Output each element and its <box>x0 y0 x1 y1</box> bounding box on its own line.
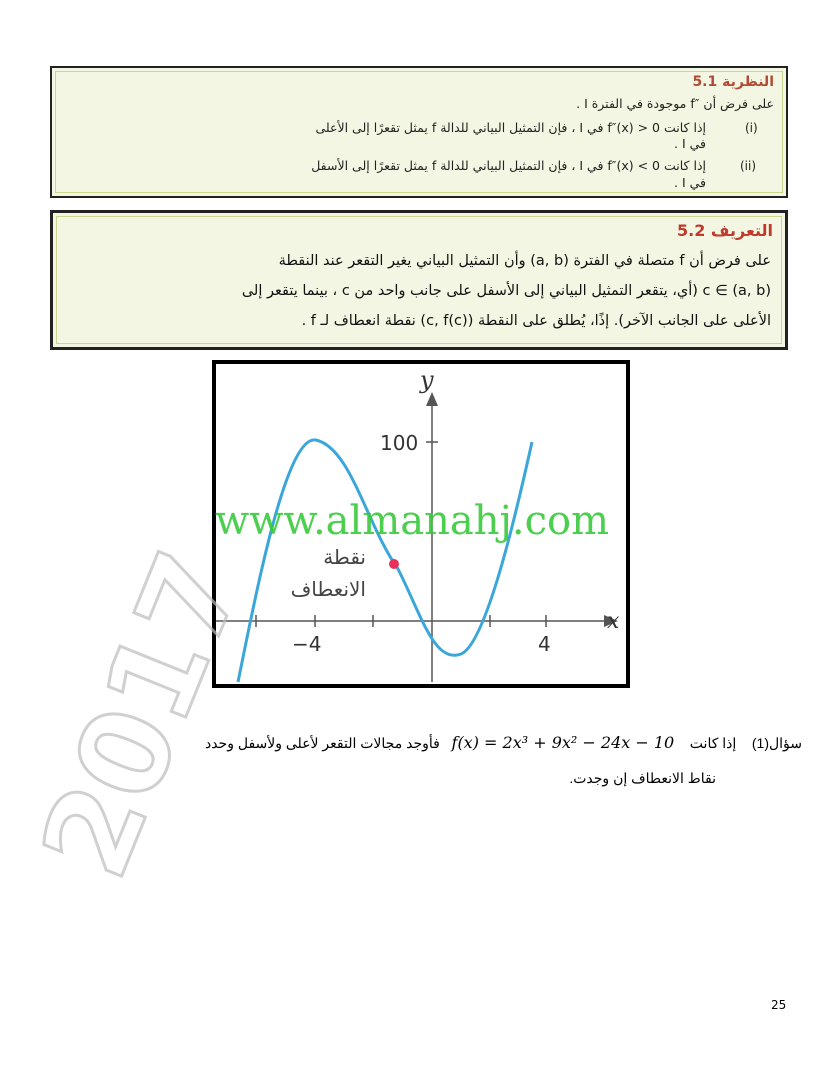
definition-line-2: c ∈ (a, b) (أي، يتقعر التمثيل البياني إلى الأسفل على جانب واحد من c ، بينما يتقعر إلى <box>241 283 771 299</box>
y-axis-arrow <box>426 392 438 406</box>
question-label: سؤال(1) <box>751 735 802 751</box>
theorem-item-1-line2: في I . <box>673 136 706 151</box>
theorem-item-2-number: (ii) <box>740 159 757 173</box>
definition-line-3: الأعلى على الجانب الآخر). إذًا، يُطلق على النقطة (c, f(c)) نقطة انعطاف لـ f . <box>301 313 771 329</box>
theorem-item-1-line1: إذا كانت f″(x) > 0 في I ، فإن التمثيل البياني للدالة f يمثل تقعرًا إلى الأعلى <box>315 120 706 135</box>
theorem-box <box>50 66 788 198</box>
x-tick-label-4: 4 <box>538 632 551 656</box>
definition-line-1: على فرض أن f متصلة في الفترة (a, b) وأن التمثيل البياني يغير التقعر عند النقطة <box>278 253 771 269</box>
page-number: 25 <box>771 998 787 1012</box>
question-text-after: فأوجد مجالات التقعر لأعلى ولأسفل وحدد <box>204 735 440 751</box>
question-equation: f(x) = 2x³ + 9x² − 24x − 10 <box>451 733 675 752</box>
theorem-item-2-line2: في I . <box>673 175 706 190</box>
cubic-curve <box>238 440 532 682</box>
theorem-item-2-line1: إذا كانت f″(x) < 0 في I ، فإن التمثيل البياني للدالة f يمثل تقعرًا إلى الأسفل <box>311 158 706 173</box>
question-text-before: إذا كانت <box>689 735 737 751</box>
url-watermark: www.almanahj.com <box>215 498 610 544</box>
inflection-label-line1: نقطة <box>323 545 366 569</box>
definition-box <box>50 210 788 350</box>
theorem-intro: على فرض أن ″f موجودة في الفترة I . <box>576 96 774 111</box>
x-tick-label-neg4: −4 <box>292 632 322 656</box>
theorem-title: النظرية 5.1 <box>692 74 774 90</box>
y-tick-label-100: 100 <box>380 431 419 455</box>
x-axis-label: x <box>607 609 620 634</box>
question-line-1 <box>205 733 802 752</box>
y-axis-label: y <box>420 366 434 394</box>
inflection-point-marker <box>389 559 399 569</box>
question-line-2: نقاط الانعطاف إن وجدت. <box>569 770 716 786</box>
definition-title: التعريف 5.2 <box>677 221 773 240</box>
year-watermark: 2017 <box>16 534 271 896</box>
inflection-label-line2: الانعطاف <box>290 577 366 601</box>
theorem-item-1-number: (i) <box>745 121 758 135</box>
